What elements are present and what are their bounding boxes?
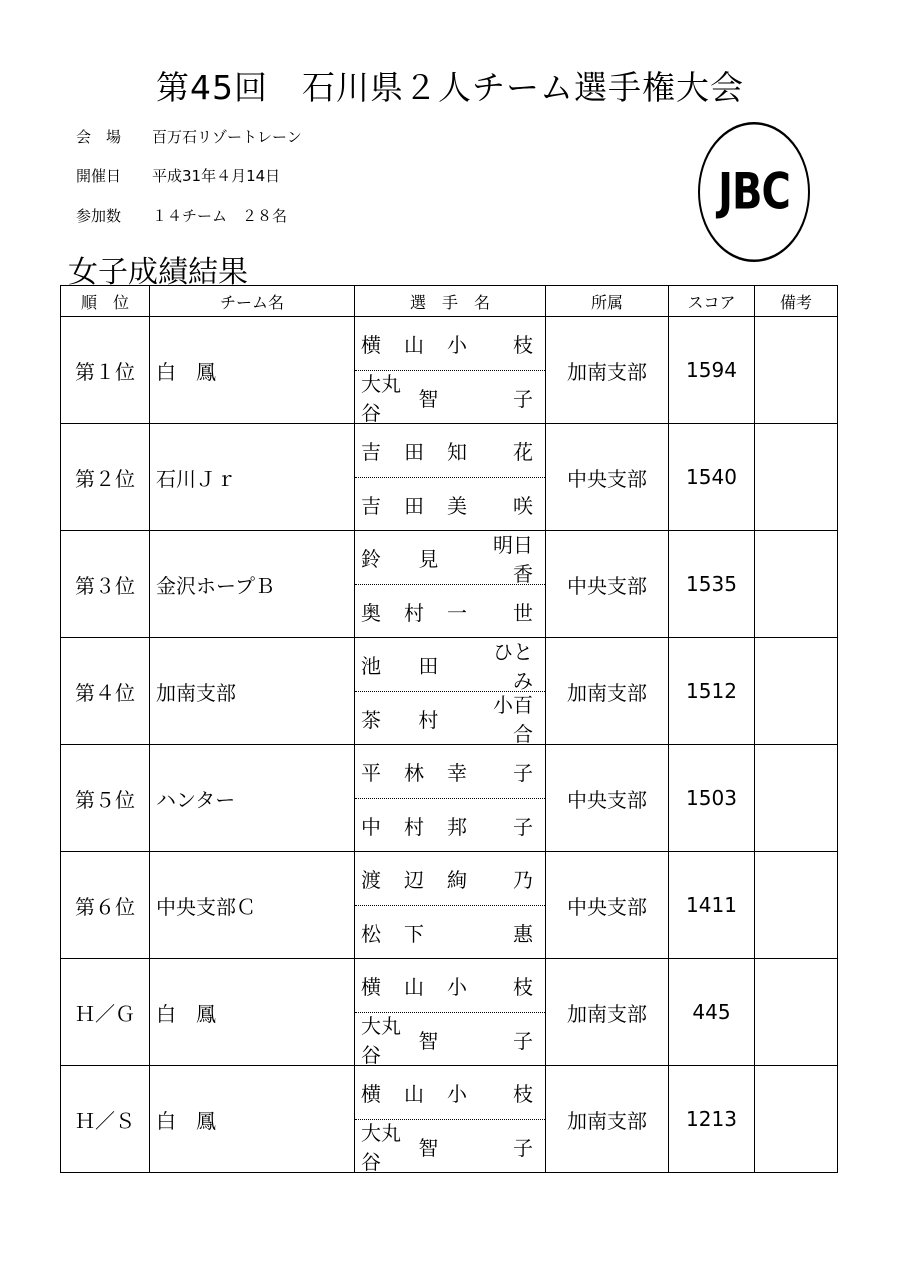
rank-cell: 第２位 bbox=[61, 424, 150, 531]
team-cell: 白 鳳 bbox=[150, 1066, 355, 1173]
player-name-part: 小 bbox=[447, 975, 467, 999]
player-name-part: 下 bbox=[404, 921, 424, 946]
results-table bbox=[60, 285, 838, 1173]
table-row bbox=[61, 959, 838, 1066]
players-cell bbox=[355, 638, 546, 745]
player-name-part: 平 bbox=[361, 761, 381, 785]
team-cell: 石川Ｊｒ bbox=[150, 424, 355, 531]
player-name bbox=[355, 424, 545, 477]
player-name-part: 池 bbox=[361, 654, 381, 678]
header-team: チーム名 bbox=[150, 286, 355, 317]
team-cell: 白 鳳 bbox=[150, 959, 355, 1066]
player-name-part: 世 bbox=[513, 600, 533, 625]
player-name bbox=[355, 477, 545, 530]
team-cell: ハンター bbox=[150, 745, 355, 852]
rank-cell: Ｈ／Ｓ bbox=[61, 1066, 150, 1173]
table-row bbox=[61, 638, 838, 745]
player-name bbox=[355, 798, 545, 851]
player-name-part: 子 bbox=[513, 814, 533, 839]
player-name-part: 花 bbox=[513, 440, 533, 464]
affiliation-cell: 加南支部 bbox=[546, 959, 669, 1066]
table-row bbox=[61, 852, 838, 959]
player-name bbox=[355, 852, 545, 905]
count-value: １４チーム ２８名 bbox=[152, 207, 288, 225]
score-cell: 1535 bbox=[669, 531, 755, 638]
header-score: スコア bbox=[669, 286, 755, 317]
player-name-part: 咲 bbox=[513, 493, 533, 518]
player-name-part: 見 bbox=[418, 547, 439, 571]
player-name bbox=[355, 638, 545, 691]
rank-cell: 第３位 bbox=[61, 531, 150, 638]
table-row bbox=[61, 745, 838, 852]
player-name-part: 渡 bbox=[361, 868, 381, 892]
players-cell bbox=[355, 745, 546, 852]
venue-value: 百万石リゾートレーン bbox=[152, 128, 302, 146]
date-line bbox=[76, 165, 280, 186]
note-cell bbox=[755, 638, 838, 745]
player-name bbox=[355, 745, 545, 798]
player-name-part: 子 bbox=[512, 386, 533, 411]
player-name-part: 吉 bbox=[361, 493, 381, 518]
player-name-part: 小 bbox=[447, 333, 467, 357]
player-name-part: 村 bbox=[418, 707, 439, 732]
header-note: 備考 bbox=[755, 286, 838, 317]
player-name-part: 子 bbox=[513, 761, 533, 785]
venue-line bbox=[76, 126, 302, 147]
affiliation-cell: 加南支部 bbox=[546, 317, 669, 424]
team-cell: 加南支部 bbox=[150, 638, 355, 745]
player-name-part: 小 bbox=[447, 1082, 467, 1106]
date-value: 平成31年４月14日 bbox=[152, 167, 281, 185]
affiliation-cell: 中央支部 bbox=[546, 531, 669, 638]
player-name-part: 枝 bbox=[513, 1082, 533, 1106]
score-cell: 445 bbox=[669, 959, 755, 1066]
rank-cell: 第１位 bbox=[61, 317, 150, 424]
player-name-part: 智 bbox=[418, 1135, 439, 1160]
header-players: 選 手 名 bbox=[355, 286, 546, 317]
player-name-part: 智 bbox=[418, 386, 439, 411]
player-name-part: 乃 bbox=[513, 868, 533, 892]
score-cell: 1594 bbox=[669, 317, 755, 424]
team-cell: 白 鳳 bbox=[150, 317, 355, 424]
table-row bbox=[61, 531, 838, 638]
player-name-part: 邦 bbox=[447, 814, 467, 839]
player-name-part: 大丸谷 bbox=[361, 1014, 401, 1067]
player-name-part: 中 bbox=[361, 814, 381, 839]
rank-cell: 第６位 bbox=[61, 852, 150, 959]
player-name-part: 一 bbox=[447, 600, 467, 625]
player-name-part: 山 bbox=[404, 975, 424, 999]
player-name bbox=[355, 905, 545, 958]
note-cell bbox=[755, 531, 838, 638]
jbc-logo bbox=[698, 122, 810, 262]
player-name-part: 大丸谷 bbox=[361, 1121, 401, 1174]
player-name-part: 枝 bbox=[513, 975, 533, 999]
affiliation-cell: 加南支部 bbox=[546, 638, 669, 745]
section-title: 女子成績結果 bbox=[68, 255, 248, 290]
venue-label: 会 場 bbox=[76, 128, 122, 146]
team-cell: 中央支部Ｃ bbox=[150, 852, 355, 959]
player-name-part: 枝 bbox=[513, 333, 533, 357]
player-name-part: 山 bbox=[404, 333, 424, 357]
player-name bbox=[355, 370, 545, 423]
player-name bbox=[355, 691, 545, 744]
player-name-part: 幸 bbox=[447, 761, 467, 785]
player-name-part: 子 bbox=[512, 1028, 533, 1053]
note-cell bbox=[755, 1066, 838, 1173]
player-name-part: 横 bbox=[361, 975, 381, 999]
note-cell bbox=[755, 852, 838, 959]
player-name-part: 小百合 bbox=[492, 693, 533, 746]
player-name-part: 美 bbox=[447, 493, 467, 518]
rank-cell: 第５位 bbox=[61, 745, 150, 852]
rank-cell: 第４位 bbox=[61, 638, 150, 745]
table-row bbox=[61, 1066, 838, 1173]
player-name-part: 横 bbox=[361, 1082, 381, 1106]
header-affiliation: 所属 bbox=[546, 286, 669, 317]
table-row bbox=[61, 424, 838, 531]
note-cell bbox=[755, 317, 838, 424]
player-name-part: 大丸谷 bbox=[361, 372, 401, 425]
team-cell: 金沢ホープＢ bbox=[150, 531, 355, 638]
player-name-part: 村 bbox=[404, 814, 424, 839]
count-label: 参加数 bbox=[76, 207, 122, 225]
player-name bbox=[355, 1012, 545, 1065]
affiliation-cell: 中央支部 bbox=[546, 852, 669, 959]
player-name-part: 茶 bbox=[361, 707, 381, 732]
player-name bbox=[355, 584, 545, 637]
player-name-part: 子 bbox=[512, 1135, 533, 1160]
player-name-part: 山 bbox=[404, 1082, 424, 1106]
count-line bbox=[76, 205, 287, 226]
player-name-part: 松 bbox=[361, 921, 381, 946]
table-row bbox=[61, 317, 838, 424]
players-cell bbox=[355, 959, 546, 1066]
player-name-part: 吉 bbox=[361, 440, 381, 464]
score-cell: 1540 bbox=[669, 424, 755, 531]
affiliation-cell: 中央支部 bbox=[546, 424, 669, 531]
page-title: 第45回 石川県２人チーム選手権大会 bbox=[156, 68, 744, 107]
player-name bbox=[355, 959, 545, 1012]
player-name-part: 田 bbox=[418, 654, 439, 678]
score-cell: 1503 bbox=[669, 745, 755, 852]
note-cell bbox=[755, 424, 838, 531]
player-name-part: 鈴 bbox=[361, 547, 381, 571]
rank-cell: Ｈ／Ｇ bbox=[61, 959, 150, 1066]
player-name-part: ひとみ bbox=[492, 639, 533, 693]
date-label: 開催日 bbox=[76, 167, 122, 185]
player-name bbox=[355, 317, 545, 370]
note-cell bbox=[755, 959, 838, 1066]
player-name-part: 林 bbox=[404, 761, 424, 785]
player-name-part: 智 bbox=[418, 1028, 439, 1053]
affiliation-cell: 加南支部 bbox=[546, 1066, 669, 1173]
player-name-part: 奥 bbox=[361, 600, 381, 625]
player-name-part: 村 bbox=[404, 600, 424, 625]
players-cell bbox=[355, 1066, 546, 1173]
players-cell bbox=[355, 424, 546, 531]
player-name bbox=[355, 1066, 545, 1119]
player-name-part: 惠 bbox=[513, 921, 533, 946]
score-cell: 1213 bbox=[669, 1066, 755, 1173]
players-cell bbox=[355, 852, 546, 959]
header-rank: 順 位 bbox=[61, 286, 150, 317]
players-cell bbox=[355, 531, 546, 638]
score-cell: 1411 bbox=[669, 852, 755, 959]
player-name bbox=[355, 1119, 545, 1172]
player-name-part: 田 bbox=[404, 440, 424, 464]
players-cell bbox=[355, 317, 546, 424]
logo-text: JBC bbox=[718, 163, 790, 221]
player-name-part: 田 bbox=[404, 493, 424, 518]
player-name-part: 明日香 bbox=[492, 532, 533, 586]
header-row bbox=[61, 286, 838, 317]
player-name-part: 横 bbox=[361, 333, 381, 357]
player-name-part: 辺 bbox=[404, 868, 424, 892]
affiliation-cell: 中央支部 bbox=[546, 745, 669, 852]
score-cell: 1512 bbox=[669, 638, 755, 745]
player-name-part: 絢 bbox=[447, 868, 467, 892]
note-cell bbox=[755, 745, 838, 852]
player-name-part: 知 bbox=[447, 440, 467, 464]
player-name bbox=[355, 531, 545, 584]
